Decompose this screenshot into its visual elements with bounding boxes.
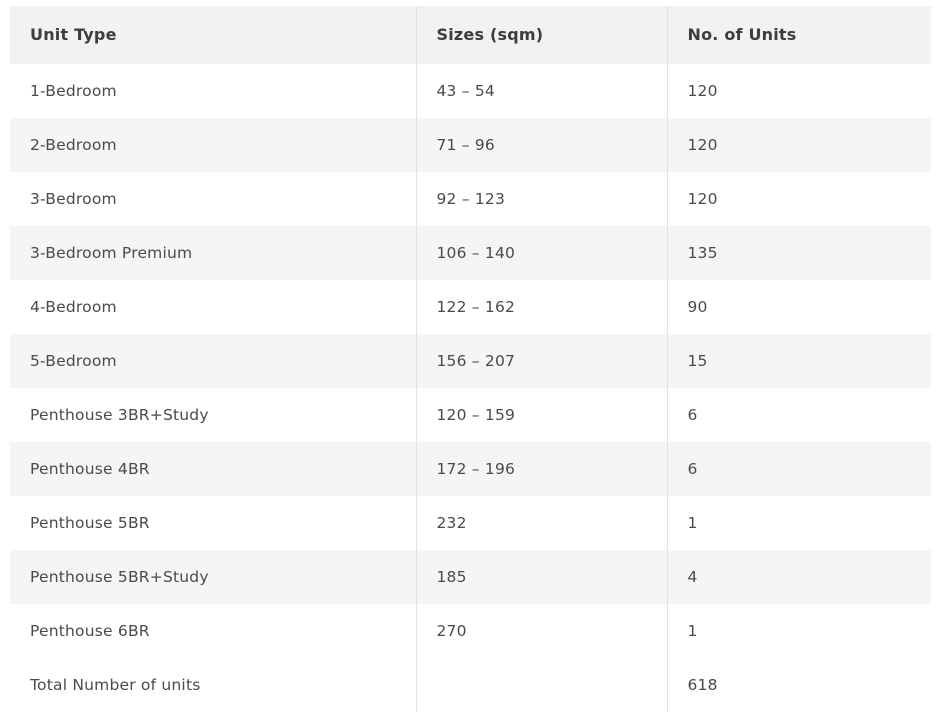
column-header-no-of-units-label: No. of Units	[687, 25, 797, 45]
cell-total-label	[10, 658, 416, 712]
cell-units	[667, 226, 931, 280]
unit-type-value: 2-Bedroom	[30, 135, 117, 154]
unit-type-value: Penthouse 3BR+Study	[30, 405, 209, 424]
cell-units	[667, 118, 931, 172]
sizes-value: 270	[436, 621, 467, 640]
unit-type-value: Penthouse 6BR	[30, 621, 150, 640]
sizes-value: 92 – 123	[436, 189, 506, 208]
cell-unit-type	[10, 442, 416, 496]
cell-unit-type	[10, 226, 416, 280]
cell-unit-type	[10, 604, 416, 658]
table-row	[10, 64, 931, 118]
cell-unit-type	[10, 172, 416, 226]
table-row	[10, 550, 931, 604]
total-label: Total Number of units	[30, 675, 201, 694]
cell-unit-type	[10, 280, 416, 334]
units-value: 15	[687, 351, 708, 370]
cell-unit-type	[10, 550, 416, 604]
table-row	[10, 334, 931, 388]
cell-units	[667, 496, 931, 550]
cell-sizes	[416, 334, 667, 388]
cell-unit-type	[10, 496, 416, 550]
units-value: 1	[687, 513, 698, 532]
column-header-unit-type-label: Unit Type	[30, 25, 117, 45]
cell-unit-type	[10, 118, 416, 172]
cell-sizes	[416, 64, 667, 118]
units-value: 120	[687, 189, 718, 208]
cell-total-sizes	[416, 658, 667, 712]
sizes-value: 122 – 162	[436, 297, 516, 316]
sizes-value: 120 – 159	[436, 405, 516, 424]
table-body	[10, 64, 931, 712]
cell-sizes	[416, 118, 667, 172]
cell-units	[667, 280, 931, 334]
cell-sizes	[416, 550, 667, 604]
table-header-row	[10, 6, 931, 64]
cell-total-units	[667, 658, 931, 712]
units-value: 4	[687, 567, 698, 586]
cell-units	[667, 172, 931, 226]
cell-units	[667, 64, 931, 118]
units-value: 120	[687, 135, 718, 154]
sizes-value: 232	[436, 513, 467, 532]
total-units-value: 618	[687, 675, 718, 694]
table-row	[10, 496, 931, 550]
units-value: 6	[687, 459, 698, 478]
units-value: 6	[687, 405, 698, 424]
column-header-unit-type	[10, 6, 416, 64]
units-value: 120	[687, 81, 718, 100]
table-row	[10, 388, 931, 442]
cell-sizes	[416, 442, 667, 496]
cell-sizes	[416, 604, 667, 658]
table-header	[10, 6, 931, 64]
unit-type-value: 3-Bedroom	[30, 189, 117, 208]
table-row	[10, 118, 931, 172]
sizes-value: 43 – 54	[436, 81, 495, 100]
unit-type-value: Penthouse 5BR+Study	[30, 567, 209, 586]
sizes-value: 156 – 207	[436, 351, 516, 370]
sizes-value: 172 – 196	[436, 459, 516, 478]
sizes-value: 71 – 96	[436, 135, 495, 154]
column-header-sizes	[416, 6, 667, 64]
units-value: 135	[687, 243, 718, 262]
unit-type-value: 5-Bedroom	[30, 351, 117, 370]
table-row	[10, 172, 931, 226]
unit-type-value: 3-Bedroom Premium	[30, 243, 193, 262]
table-total-row	[10, 658, 931, 712]
table-row	[10, 226, 931, 280]
units-value: 90	[687, 297, 708, 316]
cell-sizes	[416, 388, 667, 442]
cell-units	[667, 550, 931, 604]
cell-unit-type	[10, 334, 416, 388]
column-header-no-of-units	[667, 6, 931, 64]
table-row	[10, 604, 931, 658]
cell-sizes	[416, 496, 667, 550]
unit-type-value: 1-Bedroom	[30, 81, 117, 100]
cell-sizes	[416, 280, 667, 334]
cell-unit-type	[10, 388, 416, 442]
units-value: 1	[687, 621, 698, 640]
cell-units	[667, 334, 931, 388]
cell-sizes	[416, 172, 667, 226]
sizes-value: 106 – 140	[436, 243, 516, 262]
unit-mix-table	[10, 6, 931, 712]
cell-units	[667, 442, 931, 496]
table-row	[10, 442, 931, 496]
cell-units	[667, 388, 931, 442]
unit-type-value: Penthouse 4BR	[30, 459, 150, 478]
cell-sizes	[416, 226, 667, 280]
table-row	[10, 280, 931, 334]
unit-type-value: 4-Bedroom	[30, 297, 117, 316]
unit-type-value: Penthouse 5BR	[30, 513, 150, 532]
cell-unit-type	[10, 64, 416, 118]
cell-units	[667, 604, 931, 658]
sizes-value: 185	[436, 567, 467, 586]
column-header-sizes-label: Sizes (sqm)	[436, 25, 544, 45]
